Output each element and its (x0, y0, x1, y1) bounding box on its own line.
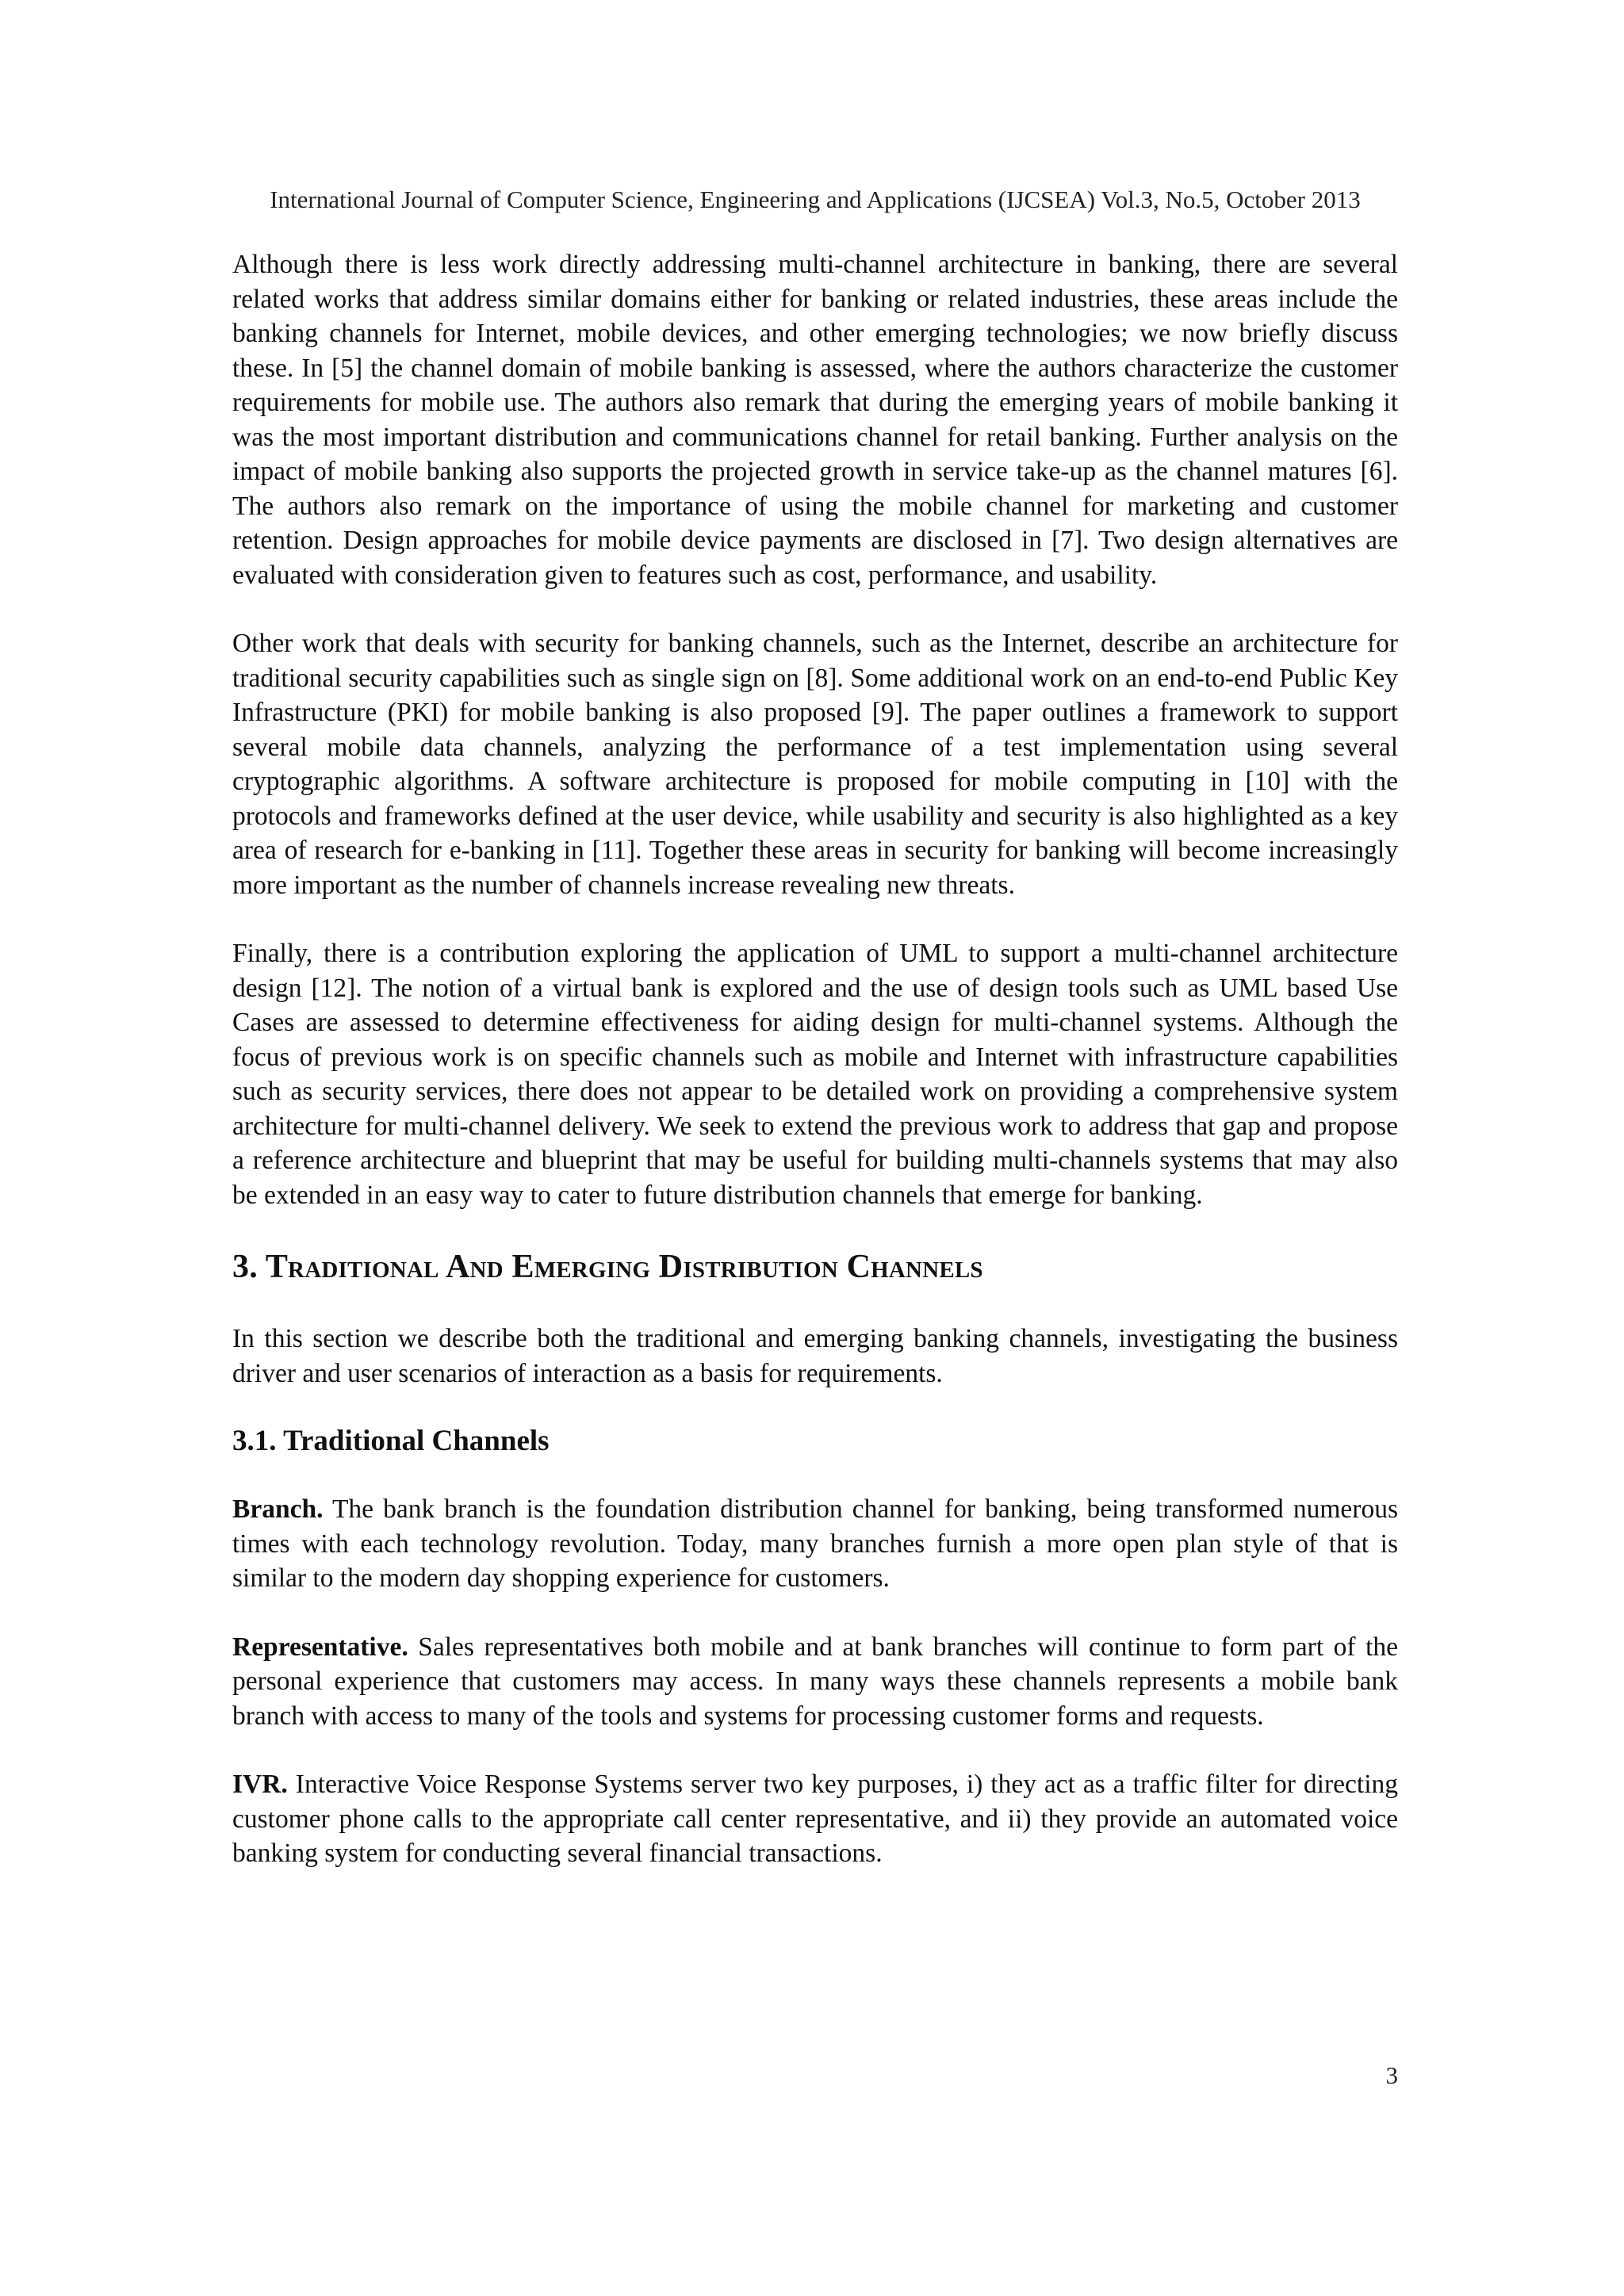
channel-description: Sales representatives both mobile and at bank branches will continue to form part of the personal experience that customers may access. In many ways these channels represents a mobile bank branch with access to many of the tools and systems for processing customer forms and requests. (232, 1632, 1398, 1731)
paragraph-related-work-security: Other work that deals with security for banking channels, such as the Internet, describe an architecture for traditional security capabilities such as single sign on [8]. Some additional work on an end-to-end Public Key Infrastructure (PKI) for mobile banking is also proposed [9]. The paper outlines a framework to support several mobile data channels, analyzing the performance of a test implementation using several cryptographic algorithms. A software architecture is proposed for mobile computing in [10] with the protocols and frameworks defined at the user device, while usability and security is also highlighted as a key area of research for e-banking in [11]. Together these areas in security for banking will become increasingly more important as the number of channels increase revealing new threats. (232, 629, 1398, 900)
paragraph-related-work-uml: Finally, there is a contribution exploring the application of UML to support a multi-channel architecture design [12]. The notion of a virtual bank is explored and the use of design tools such as UML based Use Cases are assessed to determine effectiveness for aiding design for multi-channel systems. Although the focus of previous work is on specific channels such as mobile and Internet with infrastructure capabilities such as security services, there does not appear to be detailed work on providing a comprehensive system architecture for multi-channel delivery. We seek to extend the previous work to address that gap and propose a reference architecture and blueprint that may be useful for building multi-channels systems that may also be extended in an easy way to cater to future distribution channels that emerge for banking. (232, 939, 1398, 1210)
section-heading: 3. Traditional And Emerging Distribution Channels (232, 1249, 983, 1285)
section-intro-paragraph: In this section we describe both the traditional and emerging banking channels, investigating the business driver and user scenarios of interaction as a basis for requirements. (232, 1324, 1398, 1388)
page-content (232, 247, 1398, 1871)
channel-term: Representative. (232, 1632, 408, 1662)
channel-description: Interactive Voice Response Systems server two key purposes, i) they act as a traffic filter for directing customer phone calls to the appropriate call center representative, and ii) they provide an automated voice banking system for conducting several financial transactions. (232, 1770, 1398, 1868)
channel-term: Branch. (232, 1494, 324, 1524)
paragraph-related-work-channels: Although there is less work directly addressing multi-channel architecture in banking, there are several related works that address similar domains either for banking or related industries, these areas include the banking channels for Internet, mobile devices, and other emerging technologies; we now briefly discuss these. In [5] the channel domain of mobile banking is assessed, where the authors characterize the customer requirements for mobile use. The authors also remark that during the emerging years of mobile banking it was the most important distribution and communications channel for retail banking. Further analysis on the impact of mobile banking also supports the projected growth in service take-up as the channel matures [6]. The authors also remark on the importance of using the mobile channel for marketing and customer retention. Design approaches for mobile device payments are disclosed in [7]. Two design alternatives are evaluated with consideration given to features such as cost, performance, and usability. (232, 250, 1398, 590)
channel-branch-paragraph (232, 1492, 1398, 1596)
running-header: International Journal of Computer Science, Engineering and Applications (IJCSEA) Vol.3, No.5, October 2013 (270, 186, 1361, 213)
subsection-heading: 3.1. Traditional Channels (232, 1425, 550, 1457)
channel-ivr-paragraph (232, 1767, 1398, 1871)
channel-description: The bank branch is the foundation distribution channel for banking, being transformed numerous times with each technology revolution. Today, many branches furnish a more open plan style of that is similar to the modern day shopping experience for customers. (232, 1494, 1398, 1593)
page-number: 3 (1385, 2061, 1398, 2089)
channel-representative-paragraph (232, 1630, 1398, 1734)
channel-term: IVR. (232, 1770, 288, 1799)
